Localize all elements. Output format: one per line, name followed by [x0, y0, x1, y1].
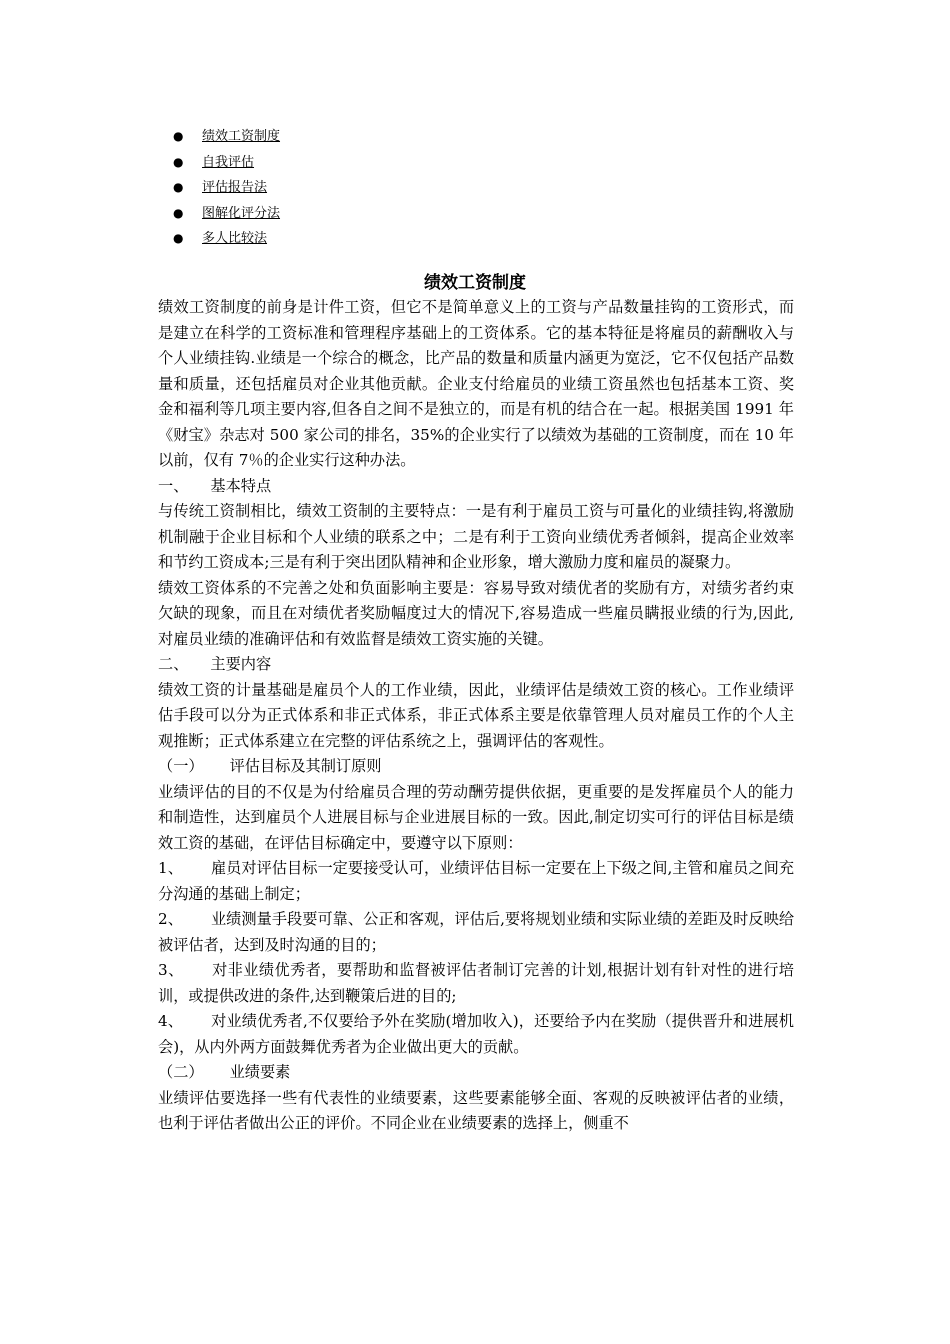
- subsection-number: （二）: [158, 1063, 204, 1081]
- subsection-number: （一）: [158, 757, 204, 775]
- section-title: 主要内容: [210, 655, 272, 673]
- toc-link-graphic-rating[interactable]: 图解化评分法: [202, 205, 281, 221]
- item-text: 雇员对评估目标一定要接受认可，业绩评估目标一定要在上下级之间,主管和雇员之间充分沟通的基础上制定；: [158, 859, 795, 903]
- bullet-icon: ●: [173, 180, 184, 194]
- toc-item[interactable]: [170, 150, 280, 176]
- bullet-icon: ●: [173, 129, 184, 143]
- page-title: 绩效工资制度: [424, 273, 526, 293]
- toc-item[interactable]: [170, 226, 280, 252]
- principle-item: [158, 1009, 794, 1060]
- item-number: 3、: [158, 961, 184, 979]
- item-text: 对非业绩优秀者，要帮助和监督被评估者制订完善的计划,根据计划有针对性的进行培训，或提供改进的条件,达到鞭策后进的目的;: [158, 961, 794, 1005]
- paragraph: 业绩评估要选择一些有代表性的业绩要素，这些要素能够全面、客观的反映被评估者的业绩，也利于评估者做出公正的评价。不同企业在业绩要素的选择上，侧重不: [158, 1088, 794, 1132]
- toc-link-self-assessment[interactable]: 自我评估: [202, 154, 255, 170]
- item-text: 业绩测量手段要可靠、公正和客观，评估后,要将规划业绩和实际业绩的差距及时反映给被评估者，达到及时沟通的目的；: [158, 910, 795, 954]
- item-number: 2、: [158, 910, 183, 928]
- table-of-contents: [170, 124, 280, 252]
- toc-link-report-method[interactable]: 评估报告法: [202, 180, 268, 195]
- section-title: 基本特点: [210, 476, 272, 495]
- toc-item[interactable]: [170, 201, 280, 227]
- section-heading-basic-features: [158, 474, 794, 500]
- bullet-icon: ●: [173, 231, 184, 245]
- subsection-heading-factors: [158, 1060, 794, 1086]
- subsection-title: 评估目标及其制订原则: [229, 757, 382, 775]
- item-number: 4、: [158, 1012, 184, 1030]
- toc-item[interactable]: [170, 175, 280, 201]
- article-body: [158, 295, 794, 1137]
- paragraph: 绩效工资体系的不完善之处和负面影响主要是：容易导致对绩优者的奖励有方，对绩劣者约束欠缺的现象，而且在对绩优者奖励幅度过大的情况下,容易造成一些雇员瞒报业绩的行为,因此,对雇员业绩的准确评估和有效监督是绩效工资实施的关键。: [158, 578, 794, 648]
- section-number: 二、: [158, 655, 189, 673]
- section-heading-main-content: [158, 652, 794, 678]
- item-number: 1、: [158, 859, 183, 877]
- paragraph: 业绩评估的目的不仅是为付给雇员合理的劳动酬劳提供依据，更重要的是发挥雇员个人的能力和制造性，达到雇员个人进展目标与企业进展目标的一致。因此,制定切实可行的评估目标是绩效工资的基础，在评估目标确定中，要遵守以下原则：: [158, 782, 794, 852]
- subsection-title: 业绩要素: [229, 1063, 291, 1081]
- item-text: 对业绩优秀者,不仅要给予外在奖励(增加收入)，还要给予内在奖励（提供晋升和进展机会)，从内外两方面鼓舞优秀者为企业做出更大的贡献。: [158, 1012, 794, 1056]
- toc-item[interactable]: [170, 124, 280, 150]
- principle-item: [158, 958, 794, 1009]
- paragraph: 与传统工资制相比，绩效工资制的主要特点：一是有利于雇员工资与可量化的业绩挂钩,将激励机制融于企业目标和个人业绩的联系之中；二是有利于工资向业绩优秀者倾斜，提高企业效率和节约工资成本;三是有利于突出团队精神和企业形象，增大激励力度和雇员的凝聚力。: [158, 502, 794, 571]
- bullet-icon: ●: [173, 154, 184, 169]
- principle-item: [158, 907, 794, 958]
- intro-paragraph: 绩效工资制度的前身是计件工资，但它不是简单意义上的工资与产品数量挂钩的工资形式，而是建立在科学的工资标准和管理程序基础上的工资体系。它的基本特征是将雇员的薪酬收入与个人业绩挂钩.业绩是一个综合的概念，比产品的数量和质量内涵更为宽泛，它不仅包括产品数量和质量，还包括雇员对企业其他贡献。企业支付给雇员的业绩工资虽然也包括基本工资、奖金和福利等几项主要内容,但各自之间不是独立的，而是有机的结合在一起。根据美国 1991 年《财宝》杂志对 500 家公司的排名，35%的企业实行了以绩效为基础的工资制度，而在 10 年以前，仅有 7％的企业实行这种办法。: [158, 298, 794, 469]
- paragraph: 绩效工资的计量基础是雇员个人的工作业绩，因此，业绩评估是绩效工资的核心。工作业绩评估手段可以分为正式体系和非正式体系，非正式体系主要是依靠管理人员对雇员工作的个人主观推断；正式体系建立在完整的评估系统之上，强调评估的客观性。: [158, 680, 794, 750]
- toc-link-salary-system[interactable]: 绩效工资制度: [202, 129, 281, 144]
- section-number: 一、: [158, 476, 189, 495]
- toc-link-multi-compare[interactable]: 多人比较法: [202, 231, 268, 246]
- principle-item: [158, 856, 794, 907]
- bullet-icon: ●: [173, 205, 184, 220]
- subsection-heading-goals: [158, 754, 794, 780]
